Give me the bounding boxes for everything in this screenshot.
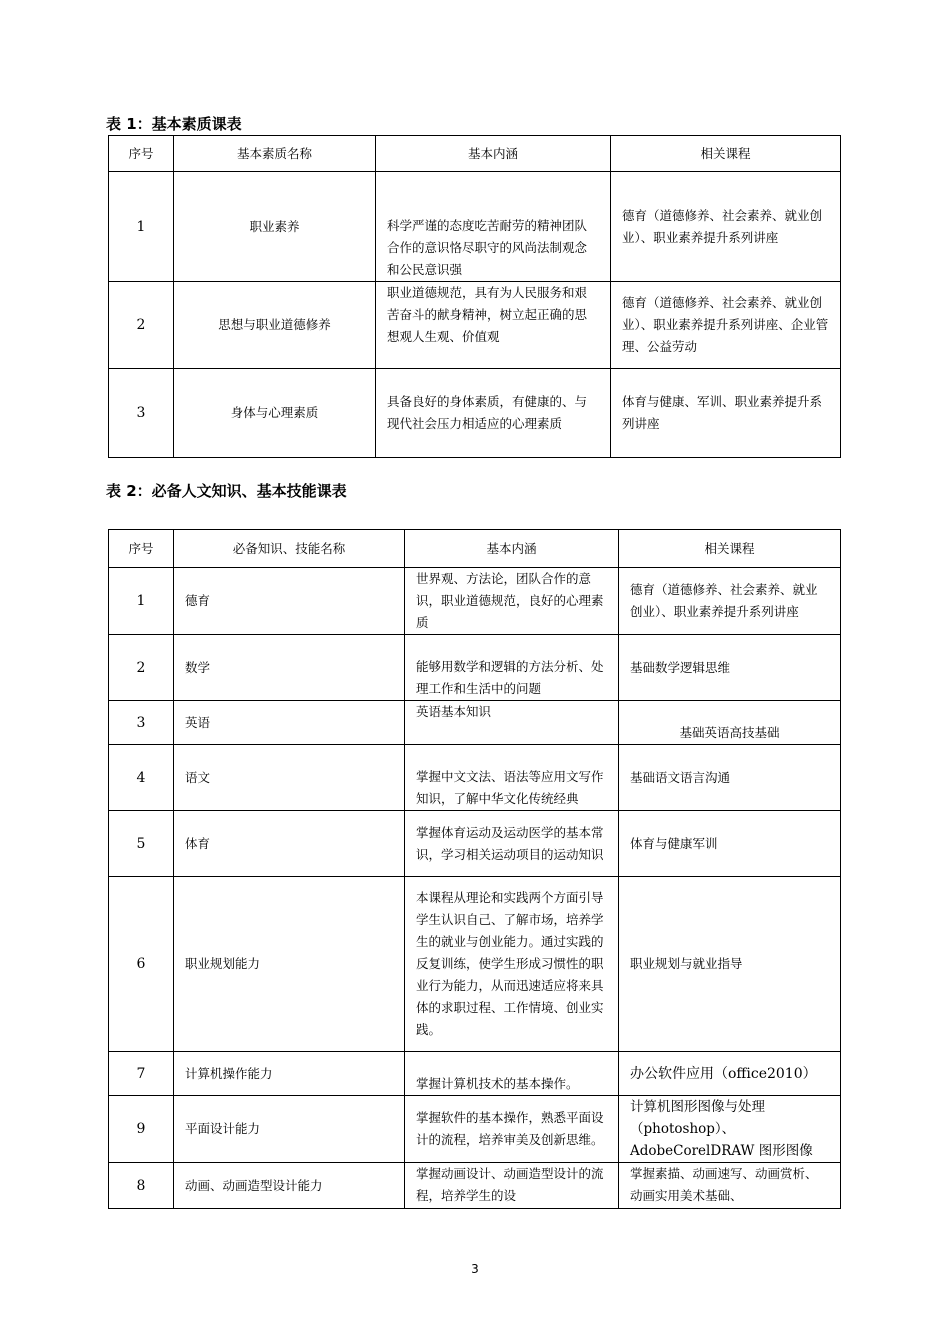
header-name: 基本素质名称 [174,136,376,172]
table-header-row [109,136,841,172]
row-content: 具备良好的身体素质，有健康的、与现代社会压力相适应的心理素质 [376,369,611,458]
row-courses: 基础语文语言沟通 [619,745,841,811]
row-name: 思想与职业道德修养 [174,282,376,369]
table-row [109,282,841,369]
row-content: 掌握中文文法、语法等应用文写作知识，了解中华文化传统经典 [405,745,619,811]
header-content: 基本内涵 [376,136,611,172]
row-no: 1 [109,568,174,635]
row-name: 计算机操作能力 [174,1052,405,1096]
table-row [109,811,841,877]
row-content: 英语基本知识 [405,701,619,745]
row-no: 3 [109,369,174,458]
row-courses: 基础数学逻辑思维 [619,635,841,701]
row-courses: 体育与健康、军训、职业素养提升系列讲座 [611,369,841,458]
table-row [109,1163,841,1209]
row-name: 身体与心理素质 [174,369,376,458]
row-content: 职业道德规范，具有为人民服务和艰苦奋斗的献身精神，树立起正确的思想观人生观、价值观 [376,282,611,369]
row-name: 英语 [174,701,405,745]
row-content: 掌握体育运动及运动医学的基本常识，学习相关运动项目的运动知识 [405,811,619,877]
row-name: 职业规划能力 [174,877,405,1052]
table2-caption: 表 2：必备人文知识、基本技能课表 [106,482,347,500]
table-row [109,369,841,458]
header-courses: 相关课程 [611,136,841,172]
table-row [109,701,841,745]
row-no: 1 [109,172,174,282]
row-no: 4 [109,745,174,811]
row-name: 德育 [174,568,405,635]
row-courses: 体育与健康军训 [619,811,841,877]
row-courses: 计算机图形图像与处理（photoshop）、AdobeCorelDRAW 图形图像 [619,1096,841,1163]
knowledge-skills-table [108,529,841,1209]
header-no: 序号 [109,530,174,568]
table-header-row [109,530,841,568]
row-no: 8 [109,1163,174,1209]
row-content: 世界观、方法论，团队合作的意识，职业道德规范，良好的心理素质 [405,568,619,635]
row-no: 3 [109,701,174,745]
table-row [109,1096,841,1163]
row-no: 9 [109,1096,174,1163]
table-row [109,745,841,811]
row-content: 本课程从理论和实践两个方面引导学生认识自己、了解市场，培养学生的就业与创业能力。通过实践的反复训练，使学生形成习惯性的职业行为能力，从而迅速适应将来具体的求职过程、工作情境、创业实践。 [405,877,619,1052]
row-name: 语文 [174,745,405,811]
row-courses: 办公软件应用（office2010） [619,1052,841,1096]
basic-quality-table [108,135,841,458]
row-name: 数学 [174,635,405,701]
row-content: 能够用数学和逻辑的方法分析、处理工作和生活中的问题 [405,635,619,701]
row-no: 2 [109,635,174,701]
row-no: 2 [109,282,174,369]
row-no: 5 [109,811,174,877]
header-name: 必备知识、技能名称 [174,530,405,568]
row-content: 掌握计算机技术的基本操作。 [405,1052,619,1096]
row-courses: 德育（道德修养、社会素养、就业创业）、职业素养提升系列讲座、企业管理、公益劳动 [611,282,841,369]
row-content: 掌握软件的基本操作，熟悉平面设计的流程，培养审美及创新思维。 [405,1096,619,1163]
table-row [109,877,841,1052]
row-courses: 基础英语高技基础 [619,701,841,745]
table-row [109,568,841,635]
row-name: 平面设计能力 [174,1096,405,1163]
row-name: 体育 [174,811,405,877]
row-courses: 职业规划与就业指导 [619,877,841,1052]
page-number: 3 [471,1262,479,1276]
row-no: 6 [109,877,174,1052]
row-content: 掌握动画设计、动画造型设计的流程，培养学生的设 [405,1163,619,1209]
row-content: 科学严谨的态度吃苦耐劳的精神团队合作的意识恪尽职守的风尚法制观念和公民意识强 [376,172,611,282]
table-row [109,172,841,282]
row-courses: 德育（道德修养、社会素养、就业创业）、职业素养提升系列讲座 [619,568,841,635]
table-row [109,635,841,701]
row-name: 动画、动画造型设计能力 [174,1163,405,1209]
header-content: 基本内涵 [405,530,619,568]
row-no: 7 [109,1052,174,1096]
row-name: 职业素养 [174,172,376,282]
header-no: 序号 [109,136,174,172]
header-courses: 相关课程 [619,530,841,568]
table1-caption: 表 1：基本素质课表 [106,115,242,133]
row-courses: 德育（道德修养、社会素养、就业创业）、职业素养提升系列讲座 [611,172,841,282]
table-row [109,1052,841,1096]
row-courses: 掌握素描、动画速写、动画赏析、动画实用美术基础、 [619,1163,841,1209]
